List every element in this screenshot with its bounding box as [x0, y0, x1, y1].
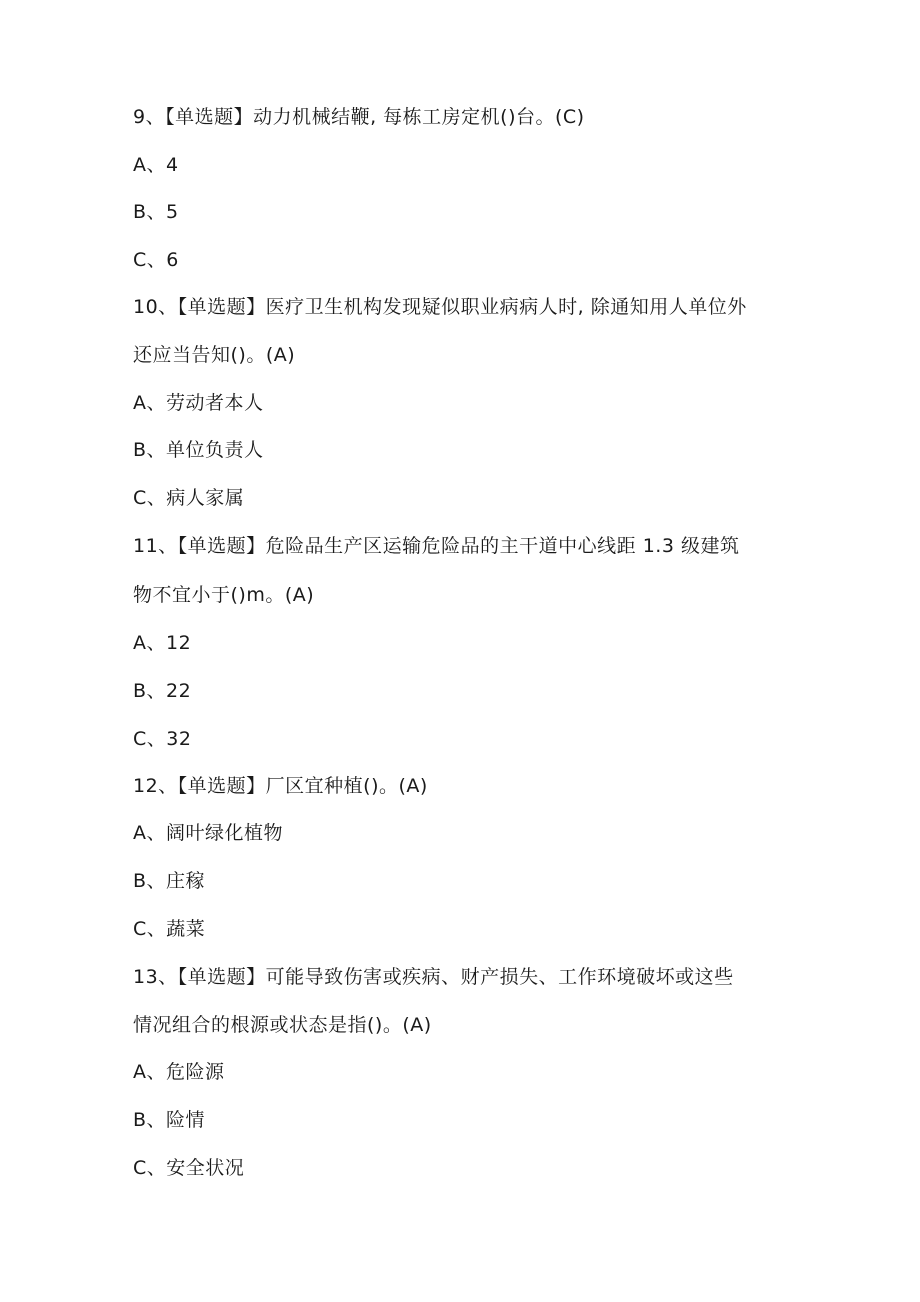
question-9-option-a: A、4	[133, 154, 179, 176]
question-11-text-line-1: 11、【单选题】危险品生产区运输危险品的主干道中心线距 1.3 级建筑	[133, 535, 740, 557]
question-10-option-b: B、单位负责人	[133, 439, 264, 461]
question-11-text-line-2: 物不宜小于()m。(A)	[133, 584, 315, 606]
question-11-option-b: B、22	[133, 680, 192, 702]
question-13-text-line-2: 情况组合的根源或状态是指()。(A)	[133, 1014, 432, 1036]
question-13-text-line-1: 13、【单选题】可能导致伤害或疾病、财产损失、工作环境破坏或这些	[133, 966, 734, 988]
question-9-text: 9、【单选题】动力机械结鞭, 每栋工房定机()台。(C)	[133, 106, 585, 128]
question-10-text-line-2: 还应当告知()。(A)	[133, 344, 296, 366]
question-13-option-c: C、安全状况	[133, 1157, 245, 1179]
question-12-option-c: C、蔬菜	[133, 918, 206, 940]
question-9-option-b: B、5	[133, 201, 179, 223]
question-10-option-a: A、劳动者本人	[133, 392, 264, 414]
question-10-option-c: C、病人家属	[133, 487, 245, 509]
question-11-option-c: C、32	[133, 728, 192, 750]
question-12-option-a: A、阔叶绿化植物	[133, 822, 283, 844]
question-12-option-b: B、庄稼	[133, 870, 206, 892]
question-13-option-a: A、危险源	[133, 1061, 225, 1083]
question-10-text-line-1: 10、【单选题】医疗卫生机构发现疑似职业病病人时, 除通知用人单位外	[133, 296, 747, 318]
question-12-text: 12、【单选题】厂区宜种植()。(A)	[133, 775, 428, 797]
question-9-option-c: C、6	[133, 249, 179, 271]
question-11-option-a: A、12	[133, 632, 192, 654]
question-13-option-b: B、险情	[133, 1109, 206, 1131]
